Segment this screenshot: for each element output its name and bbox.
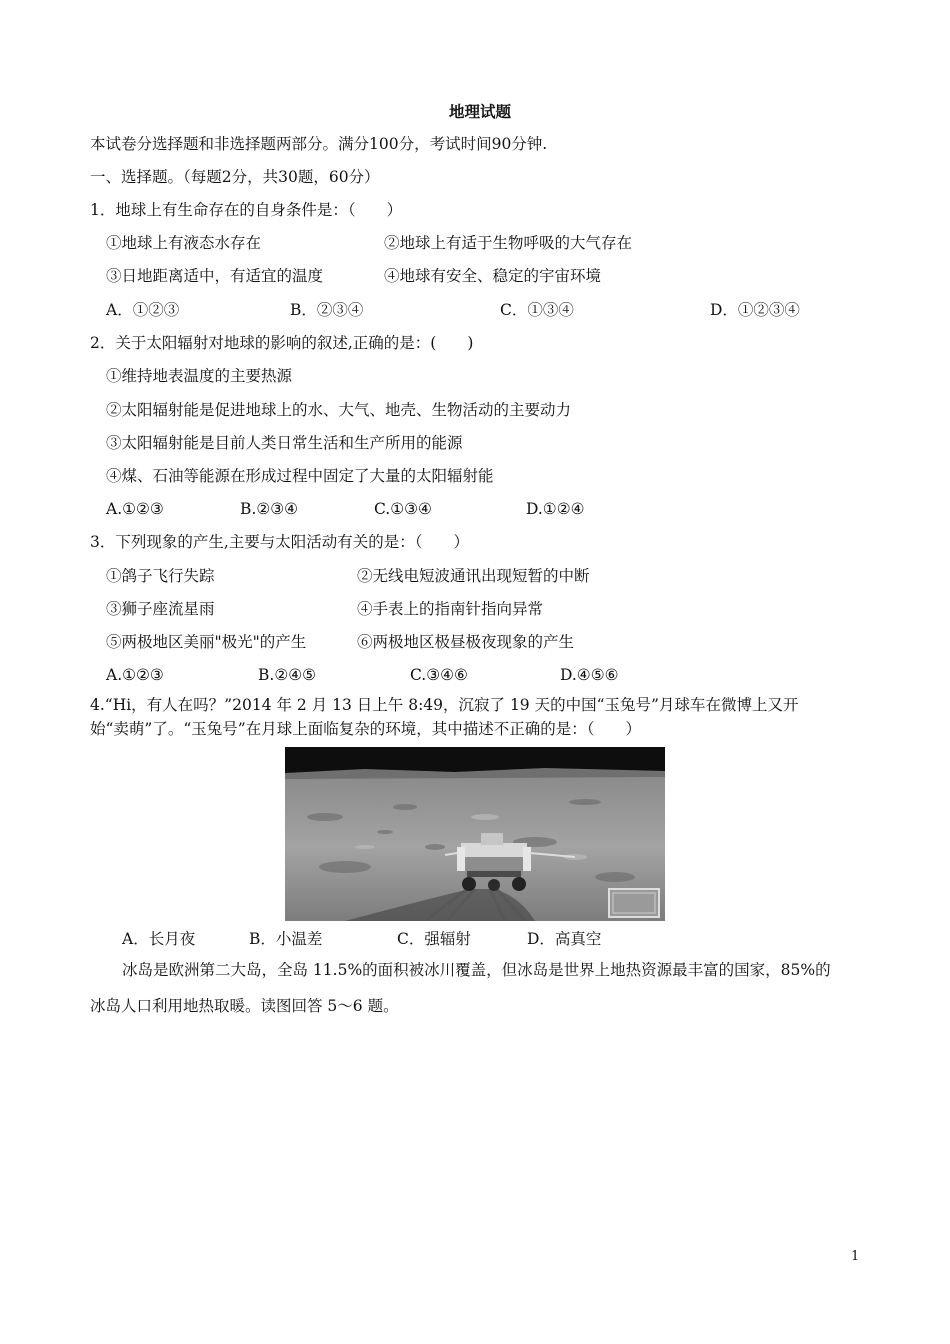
intro-text: 本试卷分选择题和非选择题两部分。满分100分，考试时间90分钟. xyxy=(90,135,548,153)
q3-item-6: ⑥两极地区极昼极夜现象的产生 xyxy=(357,633,575,651)
q3-option-d: D.④⑤⑥ xyxy=(560,666,619,684)
q2-option-d: D.①②④ xyxy=(526,500,585,518)
question-4-stem-line-2: 始“卖萌”了。“玉兔号”在月球上面临复杂的环境，其中描述不正确的是：（ ） xyxy=(90,720,641,738)
q1-option-c: C．①③④ xyxy=(500,301,574,319)
q2-item-2: ②太阳辐射能是促进地球上的水、大气、地壳、生物活动的主要动力 xyxy=(106,401,572,419)
q1-option-d: D．①②③④ xyxy=(710,301,800,319)
q4-option-a: A．长月夜 xyxy=(122,930,196,948)
section-heading: 一、选择题。（每题2分，共30题，60分） xyxy=(90,168,380,186)
q4-option-c: C．强辐射 xyxy=(397,930,471,948)
question-1-stem: 1．地球上有生命存在的自身条件是：（ ） xyxy=(90,201,403,219)
q2-option-b: B.②③④ xyxy=(240,500,299,518)
q2-option-c: C.①③④ xyxy=(374,500,432,518)
q1-option-a: A．①②③ xyxy=(106,301,180,319)
q2-item-1: ①维持地表温度的主要热源 xyxy=(106,367,293,385)
q4-option-d: D．高真空 xyxy=(527,930,602,948)
page-number: 1 xyxy=(851,1249,860,1264)
q1-item-4: ④地球有安全、稳定的宇宙环境 xyxy=(384,267,602,285)
question-3-stem: 3．下列现象的产生,主要与太阳活动有关的是：（ ） xyxy=(90,533,470,551)
q3-item-5: ⑤两极地区美丽"极光"的产生 xyxy=(106,633,307,651)
q1-item-1: ①地球上有液态水存在 xyxy=(106,234,262,252)
q3-item-3: ③狮子座流星雨 xyxy=(106,600,215,618)
passage-line-1: 冰岛是欧洲第二大岛，全岛 11.5%的面积被冰川覆盖，但冰岛是世界上地热资源最丰富的国家，85%的 xyxy=(122,961,831,979)
passage-line-2: 冰岛人口利用地热取暖。读图回答 5～6 题。 xyxy=(90,997,399,1015)
q3-item-2: ②无线电短波通讯出现短暂的中断 xyxy=(357,567,590,585)
q2-item-3: ③太阳辐射能是目前人类日常生活和生产所用的能源 xyxy=(106,434,463,452)
q1-option-b: B．②③④ xyxy=(290,301,364,319)
q3-option-c: C.③④⑥ xyxy=(410,666,468,684)
q1-item-2: ②地球上有适于生物呼吸的大气存在 xyxy=(384,234,633,252)
question-4-stem-line-1: 4.“Hi，有人在吗？”2014 年 2 月 13 日上午 8:49，沉寂了 19 天的中国“玉兔号”月球车在微博上又开 xyxy=(90,696,799,714)
q3-item-4: ④手表上的指南针指向异常 xyxy=(357,600,544,618)
q3-item-1: ①鸽子飞行失踪 xyxy=(106,567,215,585)
q2-item-4: ④煤、石油等能源在形成过程中固定了大量的太阳辐射能 xyxy=(106,467,494,485)
question-2-stem: 2．关于太阳辐射对地球的影响的叙述,正确的是：( ) xyxy=(90,334,474,352)
q3-option-b: B.②④⑤ xyxy=(258,666,317,684)
q3-option-a: A.①②③ xyxy=(106,666,164,684)
q4-option-b: B．小温差 xyxy=(249,930,323,948)
q1-item-3: ③日地距离适中，有适宜的温度 xyxy=(106,267,324,285)
lunar-rover-photo xyxy=(285,747,665,921)
page-title: 地理试题 xyxy=(448,103,511,121)
q2-option-a: A.①②③ xyxy=(106,500,164,518)
